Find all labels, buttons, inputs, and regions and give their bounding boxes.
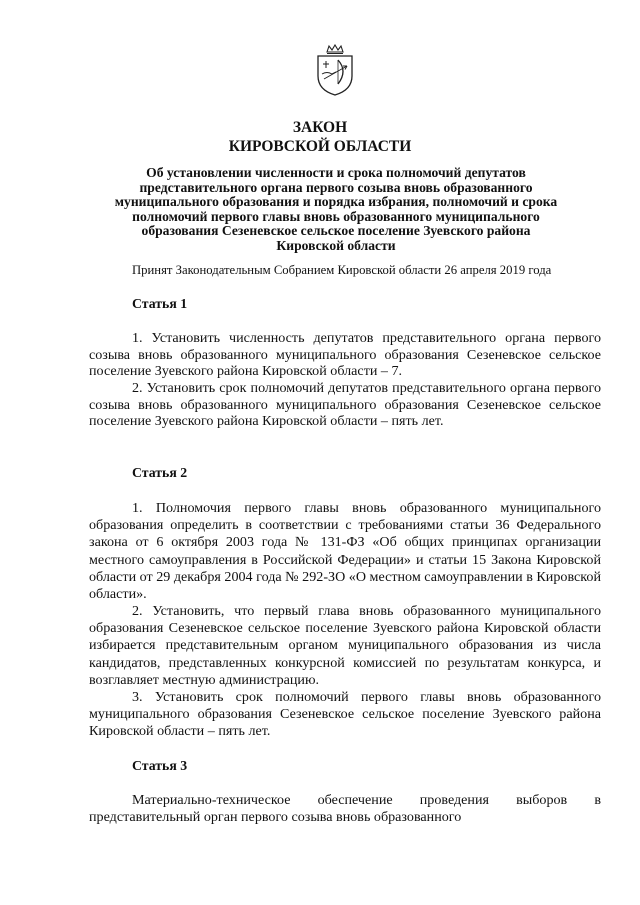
law-region: КИРОВСКОЙ ОБЛАСТИ bbox=[228, 138, 412, 155]
law-title: ЗАКОН bbox=[292, 119, 348, 136]
subject-line: Кировской области bbox=[276, 237, 396, 253]
article-3-heading: Статья 3 bbox=[132, 758, 188, 773]
subject-line: полномочий первого главы вновь образованного муниципального bbox=[132, 208, 540, 224]
adoption-note: Принят Законодательным Собранием Кировской области 26 апреля 2019 года bbox=[132, 263, 552, 277]
article-2-paragraph-3: 3. Установить срок полномочий первого главы вновь образованного муниципального образования Сезеневское сельское поселение Зуевского района Кировской области – пять лет. bbox=[89, 689, 601, 740]
article-1-heading: Статья 1 bbox=[132, 296, 188, 311]
article-2-heading: Статья 2 bbox=[132, 465, 188, 480]
subject-line: представительного органа первого созыва вновь образованного bbox=[139, 179, 533, 195]
subject-line: Об установлении численности и срока полномочий депутатов bbox=[146, 165, 526, 180]
article-1-paragraph-1: 1. Установить численность депутатов представительного органа первого созыва вновь образованного муниципального образования Сезеневское сельское поселение Зуевского района Кировской области – 7. bbox=[89, 330, 601, 380]
law-subject bbox=[96, 166, 576, 254]
article-1-paragraph-2: 2. Установить срок полномочий депутатов представительного органа первого созыва вновь образованного муниципального образования Сезеневское сельское поселение Зуевского района Кировской области – пять лет. bbox=[89, 380, 601, 430]
article-2-paragraph-2: 2. Установить, что первый глава вновь образованного муниципального образования Сезеневское сельское поселение Зуевского района Кировской области избирается представительным органом муниципального образования из числа кандидатов, представленных конкурсной комиссией по результатам конкурса, и возглавляет местную администрацию. bbox=[89, 603, 601, 688]
subject-line: муниципального образования и порядка избрания, полномочий и срока bbox=[114, 194, 558, 210]
article-2-paragraph-1: 1. Полномочия первого главы вновь образованного муниципального образования определить в соответствии с требованиями статьи 36 Федерального закона от 6 октября 2003 года № 131-ФЗ «Об общих принципах организации местного самоуправления в Российской Федерации» и статьи 15 Закона Кировской области от 29 декабря 2004 года № 292-ЗО «О местном самоуправлении в Кировской области». bbox=[89, 500, 601, 603]
subject-line: образования Сезеневское сельское поселение Зуевского района bbox=[141, 223, 531, 239]
kirov-coat-of-arms-icon bbox=[314, 44, 356, 96]
article-3-paragraph-1: Материально-техническое обеспечение проведения выборов в представительный орган первого созыва вновь образованного bbox=[89, 792, 601, 826]
